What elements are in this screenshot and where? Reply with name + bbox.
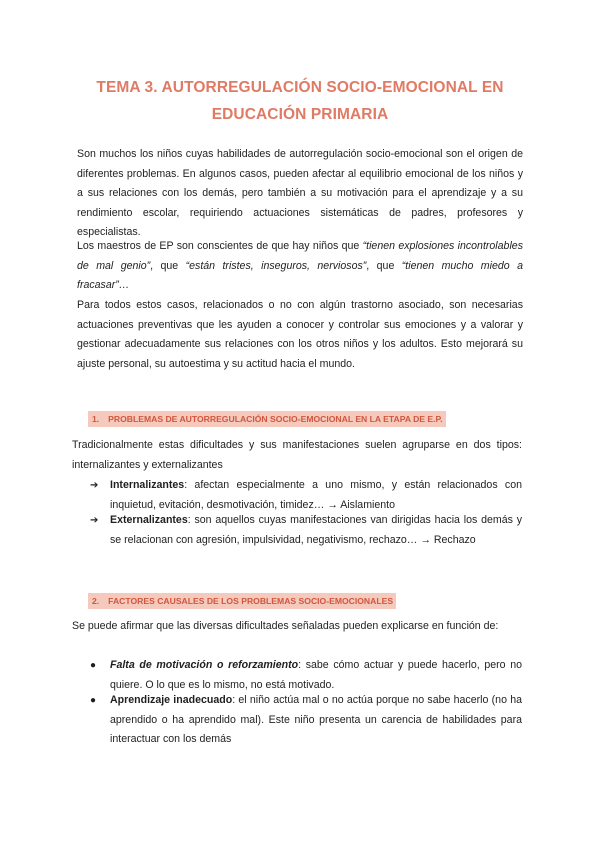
desc-internalizantes: : afectan especialmente a uno mismo, y están relacionados con inquietud, evitación, desmotivación, timidez… → Aislamiento (110, 479, 522, 511)
section-2-number: 2. (92, 596, 100, 606)
intro-paragraph-1: Son muchos los niños cuyas habilidades de autorregulación socio-emocional son el origen de diferentes problemas. En algunos casos, pueden afectar al equilibrio emocional de los niños y a sus relaciones con los demás, pero también a su motivación para el aprendizaje y a su rendimiento escolar, requiriendo actuaciones sistemáticas de padres, profesores y especialistas. (77, 148, 523, 239)
p2-text-start: Los maestros de EP son conscientes de que hay niños que (77, 240, 363, 252)
title-line-2: EDUCACIÓN PRIMARIA (211, 106, 389, 123)
list-item-externalizantes (90, 511, 522, 550)
desc-falta-motivacion: : sabe cómo actuar y puede hacerlo, pero no quiere. O lo que es lo mismo, no está motivado. (110, 659, 522, 691)
section-1-heading (88, 411, 446, 427)
list-item-falta-motivacion (90, 656, 522, 695)
dot-bullet-icon: ● (90, 660, 97, 671)
title-line-1: TEMA 3. AUTORREGULACIÓN SOCIO-EMOCIONAL EN (96, 79, 504, 96)
page-title (60, 74, 540, 128)
section-1-heading-text: PROBLEMAS DE AUTORREGULACIÓN SOCIO-EMOCIONAL EN LA ETAPA DE E.P. (108, 414, 443, 424)
p2-quote-3: “tienen mucho miedo a fracasar”… (77, 259, 523, 292)
section-2-lead: Se puede afirmar que las diversas dificultades señaladas pueden explicarse en función de: (72, 620, 499, 632)
list-item-aprendizaje-inadecuado (90, 691, 522, 750)
term-externalizantes: Externalizantes (110, 514, 188, 526)
term-falta-motivacion: Falta de motivación o reforzamiento (110, 659, 299, 671)
list-item-internalizantes (90, 476, 522, 515)
p2-quote-2: “están tristes, inseguros, nerviosos” (185, 259, 367, 272)
section-1-lead: Tradicionalmente estas dificultades y sus manifestaciones suelen agruparse en dos tipos: internalizantes y externalizantes (72, 439, 522, 471)
dot-bullet-icon: ● (90, 695, 97, 706)
section-2-heading (88, 593, 396, 609)
intro-paragraph-3: Para todos estos casos, relacionados o no con algún trastorno asociado, son necesarias actuaciones preventivas que les ayuden a conocer y controlar sus emociones y a valorar y gestionar adecuadamente sus relaciones con los otros niños y los adultos. Esto mejorará su ajuste personal, su autoestima y su actitud hacia el mundo. (77, 299, 523, 370)
desc-externalizantes: : son aquellos cuyas manifestaciones van dirigidas hacia los demás y se relacionan con agresión, impulsividad, negativismo, rechazo… → Rechazo (110, 514, 522, 546)
section-1-number: 1. (92, 414, 100, 424)
p2-text-mid-1: , que (150, 259, 186, 272)
intro-paragraph-2 (77, 237, 523, 296)
p2-text-mid-2: , que (366, 259, 402, 272)
section-2-heading-text: FACTORES CAUSALES DE LOS PROBLEMAS SOCIO-EMOCIONALES (108, 596, 394, 606)
arrow-bullet-icon: ➔ (90, 515, 99, 526)
arrow-bullet-icon: ➔ (90, 480, 99, 491)
desc-aprendizaje-inadecuado: : el niño actúa mal o no actúa porque no sabe hacerlo (no ha aprendido o ha aprendido mal). Este niño presenta un carencia de habilidades para interactuar con los demás (110, 694, 523, 746)
p2-quote-1: “tienen explosiones incontrolables de mal genio” (77, 240, 523, 272)
term-aprendizaje-inadecuado: Aprendizaje inadecuado (110, 694, 233, 706)
term-internalizantes: Internalizantes (110, 479, 185, 491)
